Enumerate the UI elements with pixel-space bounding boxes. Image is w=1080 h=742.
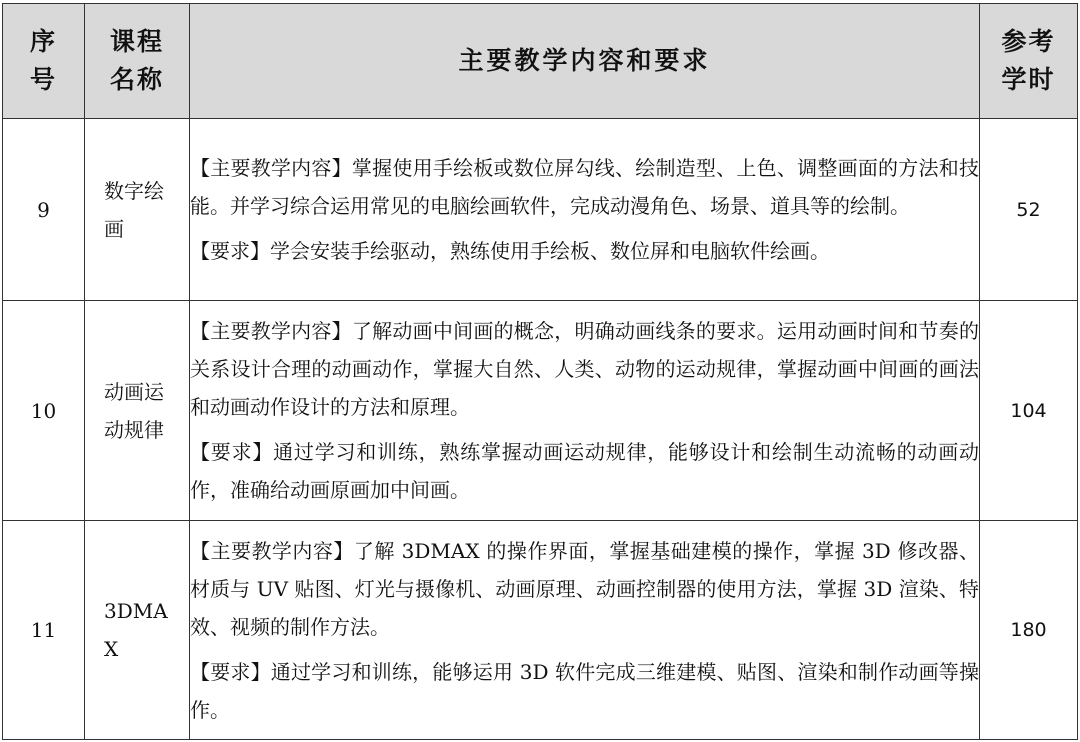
content-text: 【主要教学内容】掌握使用手绘板或数位屏勾线、绘制造型、上色、调整画面的方法和技能。并学习综合运用常见的电脑绘画软件，完成动漫角色、场景、道具等的绘制。 xyxy=(190,156,979,218)
content-text: 【主要教学内容】了解 3DMAX 的操作界面，掌握基础建模的操作，掌握 3D 修改器、材质与 UV 贴图、灯光与摄像机、动画原理、动画控制器的使用方法，掌握 3D 渲染、特效、视频的制作方法。 xyxy=(190,538,979,639)
requirement-text: 【要求】通过学习和训练，熟练掌握动画运动规律，能够设计和绘制生动流畅的动画动作，准确给动画原画加中间画。 xyxy=(190,440,979,502)
table-row xyxy=(3,301,1078,521)
course-name: 动画运动规律 xyxy=(85,301,190,521)
curriculum-table xyxy=(2,3,1078,740)
row-number: 10 xyxy=(3,301,85,521)
table-header-row xyxy=(3,4,1078,119)
row-number: 11 xyxy=(3,521,85,740)
table-row xyxy=(3,119,1078,301)
requirement-text: 【要求】学会安装手绘驱动，熟练使用手绘板、数位屏和电脑软件绘画。 xyxy=(190,239,830,263)
content-text: 【主要教学内容】了解动画中间画的概念，明确动画线条的要求。运用动画时间和节奏的关系设计合理的动画动作，掌握大自然、人类、动物的运动规律，掌握动画中间画的画法和动画动作设计的方法和原理。 xyxy=(190,319,979,419)
table-row xyxy=(3,521,1078,740)
row-number: 9 xyxy=(3,119,85,301)
header-content: 主要教学内容和要求 xyxy=(190,4,980,119)
course-content xyxy=(190,301,980,521)
course-content xyxy=(190,119,980,301)
reference-hours: 180 xyxy=(980,521,1078,740)
header-no: 序号 xyxy=(3,4,85,119)
course-content xyxy=(190,521,980,740)
reference-hours: 104 xyxy=(980,301,1078,521)
reference-hours: 52 xyxy=(980,119,1078,301)
requirement-text: 【要求】通过学习和训练，能够运用 3D 软件完成三维建模、贴图、渲染和制作动画等操作。 xyxy=(190,659,979,722)
course-name: 数字绘画 xyxy=(85,119,190,301)
header-hours: 参考学时 xyxy=(980,4,1078,119)
header-course-name: 课程名称 xyxy=(85,4,190,119)
course-name: 3DMAX xyxy=(85,521,190,740)
